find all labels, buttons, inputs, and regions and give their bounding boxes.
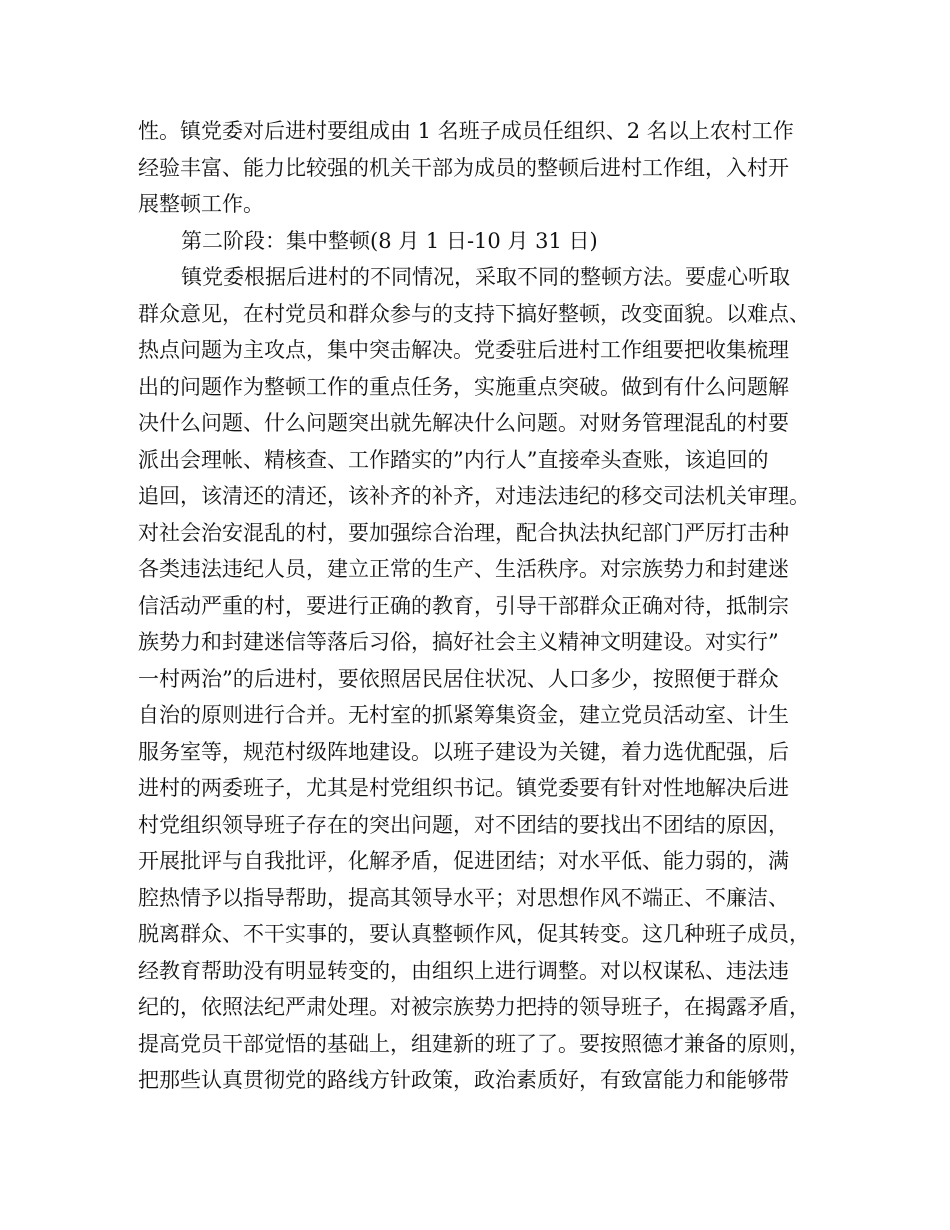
text-line: 决什么问题、什么问题突出就先解决什么问题。对财务管理混乱的村要 [138,411,789,435]
text-line: 一村两治”的后进村，要依照居民居住状况、人口多少，按照便于群众 [138,666,779,691]
text-line: 村党组织领导班子存在的突出问题，对不团结的要找出不团结的原因， [138,812,789,837]
text-line: 信活动严重的村，要进行正确的教育，引导干部群众正确对待，抵制宗 [138,593,789,618]
text-line: 经教育帮助没有明显转变的，由组织上进行调整。对以权谋私、违法违 [138,958,789,983]
text-line: 镇党委根据后进村的不同情况，采取不同的整顿方法。要虚心听取 [181,265,790,289]
text-line: 各类违法违纪人员，建立正常的生产、生活秩序。对宗族势力和封建迷 [138,557,789,581]
text-line: 第二阶段：集中整顿(8 月 1 日-10 月 31 日) [181,228,598,253]
text-line: 展整顿工作。 [138,192,264,216]
text-line: 腔热情予以指导帮助，提高其领导水平；对思想作风不端正、不廉洁、 [138,885,789,910]
text-line: 追回，该清还的清还，该补齐的补齐，对违法违纪的移交司法机关审理。 [138,484,810,508]
text-line: 把那些认真贯彻党的路线方针政策，政治素质好，有致富能力和能够带 [138,1068,789,1092]
text-line: 纪的，依照法纪严肃处理。对被宗族势力把持的领导班子，在揭露矛盾， [138,995,810,1019]
text-line: 派出会理帐、精核查、工作踏实的”内行人”直接牵头查账，该追回的 [138,447,769,472]
text-line: 服务室等，规范村级阵地建设。以班子建设为关键，着力选优配强，后 [138,739,789,764]
text-line: 经验丰富、能力比较强的机关干部为成员的整顿后进村工作组，入村开 [138,155,789,180]
text-line: 自治的原则进行合并。无村室的抓紧筹集资金，建立党员活动室、计生 [138,703,789,727]
body-text [138,113,828,1099]
text-line: 热点问题为主攻点，集中突击解决。党委驻后进村工作组要把收集梳理 [138,338,789,362]
text-line: 出的问题作为整顿工作的重点任务，实施重点突破。做到有什么问题解 [138,374,789,399]
text-line: 群众意见，在村党员和群众参与的支持下搞好整顿，改变面貌。以难点、 [138,301,810,326]
text-line: 族势力和封建迷信等落后习俗，搞好社会主义精神文明建设。对实行” [138,630,779,654]
text-line: 脱离群众、不干实事的，要认真整顿作风，促其转变。这几种班子成员， [138,922,810,946]
text-line: 提高党员干部觉悟的基础上，组建新的班了了。要按照德才兼备的原则， [138,1031,810,1056]
text-line: 开展批评与自我批评，化解矛盾，促进团结；对水平低、能力弱的，满 [138,849,789,873]
text-line: 进村的两委班子，尤其是村党组织书记。镇党委要有针对性地解决后进 [138,776,789,800]
text-line: 对社会治安混乱的村，要加强综合治理，配合执法执纪部门严厉打击种 [138,520,789,545]
text-line: 性。镇党委对后进村要组成由 1 名班子成员任组织、2 名以上农村工作 [138,119,794,143]
